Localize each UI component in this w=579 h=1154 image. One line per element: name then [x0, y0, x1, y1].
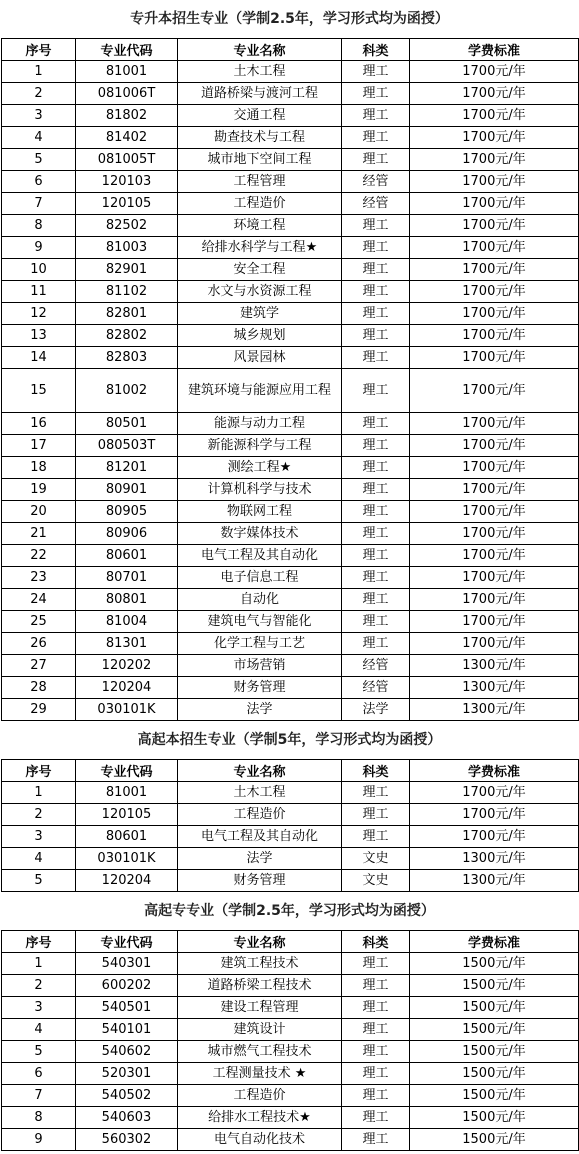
table-header-row [2, 760, 579, 782]
subject-category: 理工 [342, 997, 410, 1019]
major-code: 080503T [76, 435, 178, 457]
major-code: 82901 [76, 259, 178, 281]
row-index: 26 [2, 633, 76, 655]
major-code: 82802 [76, 325, 178, 347]
major-name: 法学 [178, 848, 342, 870]
tuition-fee: 1700元/年 [410, 523, 579, 545]
major-code: 80601 [76, 826, 178, 848]
major-name: 安全工程 [178, 259, 342, 281]
major-name: 交通工程 [178, 105, 342, 127]
table-row [2, 435, 579, 457]
major-name: 土木工程 [178, 782, 342, 804]
major-code: 81301 [76, 633, 178, 655]
tuition-fee: 1700元/年 [410, 83, 579, 105]
major-code: 81001 [76, 782, 178, 804]
table-row [2, 215, 579, 237]
table-row [2, 105, 579, 127]
subject-category: 理工 [342, 105, 410, 127]
table-row [2, 1129, 579, 1151]
tuition-fee: 1700元/年 [410, 281, 579, 303]
major-name: 能源与动力工程 [178, 413, 342, 435]
row-index: 3 [2, 997, 76, 1019]
row-index: 10 [2, 259, 76, 281]
subject-category: 理工 [342, 61, 410, 83]
section-title: 专升本招生专业（学制2.5年，学习形式均为函授） [130, 11, 449, 27]
tuition-fee: 1700元/年 [410, 171, 579, 193]
table-row [2, 975, 579, 997]
major-code: 120103 [76, 171, 178, 193]
subject-category: 理工 [342, 1041, 410, 1063]
row-index: 4 [2, 1019, 76, 1041]
subject-category: 法学 [342, 699, 410, 721]
tuition-fee: 1700元/年 [410, 589, 579, 611]
major-code: 120204 [76, 870, 178, 892]
column-header: 专业名称 [178, 39, 342, 61]
major-table [1, 759, 579, 892]
table-row [2, 1063, 579, 1085]
tuition-fee: 1700元/年 [410, 567, 579, 589]
table-row [2, 127, 579, 149]
major-code: 540502 [76, 1085, 178, 1107]
row-index: 9 [2, 237, 76, 259]
subject-category: 理工 [342, 633, 410, 655]
major-name: 市场营销 [178, 655, 342, 677]
major-name: 化学工程与工艺 [178, 633, 342, 655]
tuition-fee: 1700元/年 [410, 479, 579, 501]
row-index: 16 [2, 413, 76, 435]
tuition-fee: 1700元/年 [410, 61, 579, 83]
major-name: 计算机科学与技术 [178, 479, 342, 501]
subject-category: 理工 [342, 457, 410, 479]
row-index: 8 [2, 1107, 76, 1129]
major-code: 120105 [76, 804, 178, 826]
table-row [2, 804, 579, 826]
table-row [2, 633, 579, 655]
major-name: 城市燃气工程技术 [178, 1041, 342, 1063]
subject-category: 理工 [342, 782, 410, 804]
section-gaoqizhuan [0, 892, 579, 1151]
major-name: 给排水工程技术★ [178, 1107, 342, 1129]
row-index: 18 [2, 457, 76, 479]
subject-category: 经管 [342, 193, 410, 215]
subject-category: 理工 [342, 611, 410, 633]
column-header: 学费标准 [410, 931, 579, 953]
table-row [2, 655, 579, 677]
tuition-fee: 1700元/年 [410, 193, 579, 215]
row-index: 2 [2, 975, 76, 997]
tuition-fee: 1700元/年 [410, 347, 579, 369]
major-name: 建筑设计 [178, 1019, 342, 1041]
subject-category: 理工 [342, 479, 410, 501]
major-code: 82502 [76, 215, 178, 237]
column-header: 专业名称 [178, 931, 342, 953]
subject-category: 理工 [342, 435, 410, 457]
tuition-fee: 1500元/年 [410, 1107, 579, 1129]
column-header: 序号 [2, 760, 76, 782]
tuition-fee: 1300元/年 [410, 677, 579, 699]
row-index: 20 [2, 501, 76, 523]
section-gaoqiben [0, 721, 579, 892]
table-row [2, 1085, 579, 1107]
major-name: 物联网工程 [178, 501, 342, 523]
subject-category: 理工 [342, 1129, 410, 1151]
major-name: 给排水科学与工程★ [178, 237, 342, 259]
column-header: 科类 [342, 39, 410, 61]
tuition-fee: 1500元/年 [410, 997, 579, 1019]
table-row [2, 677, 579, 699]
row-index: 23 [2, 567, 76, 589]
tuition-fee: 1700元/年 [410, 237, 579, 259]
major-name: 工程管理 [178, 171, 342, 193]
subject-category: 经管 [342, 677, 410, 699]
column-header: 专业代码 [76, 931, 178, 953]
row-index: 22 [2, 545, 76, 567]
major-name: 城市地下空间工程 [178, 149, 342, 171]
major-name: 水文与水资源工程 [178, 281, 342, 303]
table-row [2, 567, 579, 589]
major-name: 工程测量技术 ★ [178, 1063, 342, 1085]
row-index: 9 [2, 1129, 76, 1151]
subject-category: 理工 [342, 1107, 410, 1129]
major-code: 81004 [76, 611, 178, 633]
major-code: 80801 [76, 589, 178, 611]
major-code: 81802 [76, 105, 178, 127]
major-code: 540603 [76, 1107, 178, 1129]
tuition-fee: 1700元/年 [410, 611, 579, 633]
tuition-fee: 1500元/年 [410, 1041, 579, 1063]
major-name: 电子信息工程 [178, 567, 342, 589]
row-index: 4 [2, 848, 76, 870]
row-index: 27 [2, 655, 76, 677]
major-name: 测绘工程★ [178, 457, 342, 479]
major-name: 土木工程 [178, 61, 342, 83]
table-header-row [2, 39, 579, 61]
table-row [2, 149, 579, 171]
subject-category: 理工 [342, 215, 410, 237]
column-header: 序号 [2, 39, 76, 61]
subject-category: 理工 [342, 1019, 410, 1041]
major-name: 财务管理 [178, 870, 342, 892]
major-code: 560302 [76, 1129, 178, 1151]
tuition-fee: 1700元/年 [410, 105, 579, 127]
table-row [2, 171, 579, 193]
row-index: 8 [2, 215, 76, 237]
tuition-fee: 1300元/年 [410, 870, 579, 892]
row-index: 2 [2, 83, 76, 105]
row-index: 14 [2, 347, 76, 369]
major-code: 81201 [76, 457, 178, 479]
major-code: 81001 [76, 61, 178, 83]
table-row [2, 1041, 579, 1063]
table-row [2, 826, 579, 848]
tuition-fee: 1700元/年 [410, 413, 579, 435]
table-row [2, 953, 579, 975]
table-row [2, 369, 579, 413]
major-code: 120105 [76, 193, 178, 215]
major-name: 自动化 [178, 589, 342, 611]
tuition-fee: 1700元/年 [410, 215, 579, 237]
tuition-fee: 1500元/年 [410, 975, 579, 997]
column-header: 专业名称 [178, 760, 342, 782]
table-row [2, 83, 579, 105]
table-row [2, 325, 579, 347]
tuition-fee: 1700元/年 [410, 826, 579, 848]
tuition-fee: 1500元/年 [410, 1085, 579, 1107]
column-header: 学费标准 [410, 760, 579, 782]
subject-category: 理工 [342, 149, 410, 171]
major-code: 030101K [76, 848, 178, 870]
table-row [2, 413, 579, 435]
tuition-fee: 1700元/年 [410, 325, 579, 347]
table-row [2, 611, 579, 633]
tuition-fee: 1700元/年 [410, 804, 579, 826]
subject-category: 理工 [342, 1085, 410, 1107]
row-index: 7 [2, 1085, 76, 1107]
major-name: 环境工程 [178, 215, 342, 237]
table-row [2, 848, 579, 870]
major-name: 法学 [178, 699, 342, 721]
row-index: 17 [2, 435, 76, 457]
row-index: 4 [2, 127, 76, 149]
column-header: 专业代码 [76, 760, 178, 782]
table-row [2, 303, 579, 325]
section-title: 高起专专业（学制2.5年，学习形式均为函授） [144, 903, 435, 919]
major-code: 81102 [76, 281, 178, 303]
row-index: 2 [2, 804, 76, 826]
major-name: 风景园林 [178, 347, 342, 369]
major-code: 030101K [76, 699, 178, 721]
row-index: 12 [2, 303, 76, 325]
subject-category: 理工 [342, 1063, 410, 1085]
tuition-fee: 1500元/年 [410, 953, 579, 975]
table-row [2, 347, 579, 369]
column-header: 科类 [342, 760, 410, 782]
subject-category: 理工 [342, 953, 410, 975]
row-index: 29 [2, 699, 76, 721]
row-index: 25 [2, 611, 76, 633]
subject-category: 理工 [342, 413, 410, 435]
column-header: 学费标准 [410, 39, 579, 61]
subject-category: 文史 [342, 848, 410, 870]
major-name: 勘查技术与工程 [178, 127, 342, 149]
row-index: 3 [2, 826, 76, 848]
tuition-fee: 1700元/年 [410, 457, 579, 479]
column-header: 科类 [342, 931, 410, 953]
subject-category: 理工 [342, 545, 410, 567]
row-index: 19 [2, 479, 76, 501]
table-row [2, 1019, 579, 1041]
tuition-fee: 1500元/年 [410, 1129, 579, 1151]
row-index: 28 [2, 677, 76, 699]
row-index: 21 [2, 523, 76, 545]
major-name: 数字媒体技术 [178, 523, 342, 545]
major-code: 520301 [76, 1063, 178, 1085]
major-code: 540501 [76, 997, 178, 1019]
major-name: 工程造价 [178, 804, 342, 826]
table-row [2, 237, 579, 259]
major-code: 540101 [76, 1019, 178, 1041]
major-code: 120202 [76, 655, 178, 677]
table-row [2, 457, 579, 479]
section-title: 高起本招生专业（学制5年，学习形式均为函授） [137, 732, 442, 748]
row-index: 3 [2, 105, 76, 127]
row-index: 5 [2, 870, 76, 892]
row-index: 1 [2, 782, 76, 804]
row-index: 24 [2, 589, 76, 611]
major-name: 建筑环境与能源应用工程 [178, 369, 342, 413]
subject-category: 理工 [342, 804, 410, 826]
row-index: 1 [2, 61, 76, 83]
major-code: 80906 [76, 523, 178, 545]
tuition-fee: 1300元/年 [410, 699, 579, 721]
major-name: 电气工程及其自动化 [178, 545, 342, 567]
tuition-fee: 1700元/年 [410, 303, 579, 325]
tuition-fee: 1700元/年 [410, 369, 579, 413]
table-row [2, 523, 579, 545]
major-name: 城乡规划 [178, 325, 342, 347]
subject-category: 理工 [342, 369, 410, 413]
tuition-fee: 1300元/年 [410, 848, 579, 870]
subject-category: 经管 [342, 655, 410, 677]
tuition-fee: 1700元/年 [410, 545, 579, 567]
major-code: 81402 [76, 127, 178, 149]
tuition-fee: 1700元/年 [410, 501, 579, 523]
major-code: 540602 [76, 1041, 178, 1063]
table-row [2, 545, 579, 567]
table-row [2, 699, 579, 721]
major-code: 82801 [76, 303, 178, 325]
tuition-fee: 1700元/年 [410, 127, 579, 149]
major-name: 建筑工程技术 [178, 953, 342, 975]
column-header: 序号 [2, 931, 76, 953]
row-index: 11 [2, 281, 76, 303]
major-name: 建筑学 [178, 303, 342, 325]
subject-category: 理工 [342, 347, 410, 369]
subject-category: 理工 [342, 281, 410, 303]
major-table [1, 930, 579, 1151]
table-row [2, 589, 579, 611]
table-row [2, 501, 579, 523]
major-name: 道路桥梁与渡河工程 [178, 83, 342, 105]
row-index: 6 [2, 171, 76, 193]
major-code: 081006T [76, 83, 178, 105]
table-row [2, 870, 579, 892]
table-row [2, 281, 579, 303]
major-name: 电气工程及其自动化 [178, 826, 342, 848]
tuition-fee: 1700元/年 [410, 259, 579, 281]
subject-category: 理工 [342, 826, 410, 848]
major-code: 600202 [76, 975, 178, 997]
subject-category: 理工 [342, 259, 410, 281]
major-code: 81003 [76, 237, 178, 259]
table-row [2, 997, 579, 1019]
major-code: 80905 [76, 501, 178, 523]
major-name: 建筑电气与智能化 [178, 611, 342, 633]
tuition-fee: 1700元/年 [410, 149, 579, 171]
major-code: 120204 [76, 677, 178, 699]
major-name: 工程造价 [178, 1085, 342, 1107]
column-header: 专业代码 [76, 39, 178, 61]
row-index: 5 [2, 1041, 76, 1063]
major-code: 80701 [76, 567, 178, 589]
major-code: 80901 [76, 479, 178, 501]
subject-category: 理工 [342, 501, 410, 523]
major-name: 财务管理 [178, 677, 342, 699]
major-name: 新能源科学与工程 [178, 435, 342, 457]
major-code: 540301 [76, 953, 178, 975]
major-name: 电气自动化技术 [178, 1129, 342, 1151]
table-row [2, 193, 579, 215]
table-header-row [2, 931, 579, 953]
major-name: 道路桥梁工程技术 [178, 975, 342, 997]
row-index: 5 [2, 149, 76, 171]
tuition-fee: 1500元/年 [410, 1019, 579, 1041]
subject-category: 理工 [342, 83, 410, 105]
major-code: 80601 [76, 545, 178, 567]
table-row [2, 1107, 579, 1129]
subject-category: 理工 [342, 567, 410, 589]
tuition-fee: 1300元/年 [410, 655, 579, 677]
row-index: 13 [2, 325, 76, 347]
table-row [2, 259, 579, 281]
tuition-fee: 1700元/年 [410, 633, 579, 655]
row-index: 6 [2, 1063, 76, 1085]
row-index: 7 [2, 193, 76, 215]
major-table [1, 38, 579, 721]
row-index: 1 [2, 953, 76, 975]
major-name: 建设工程管理 [178, 997, 342, 1019]
subject-category: 理工 [342, 523, 410, 545]
tuition-fee: 1500元/年 [410, 1063, 579, 1085]
subject-category: 文史 [342, 870, 410, 892]
major-code: 80501 [76, 413, 178, 435]
table-row [2, 61, 579, 83]
subject-category: 理工 [342, 127, 410, 149]
subject-category: 理工 [342, 303, 410, 325]
subject-category: 理工 [342, 589, 410, 611]
tuition-fee: 1700元/年 [410, 435, 579, 457]
tuition-fee: 1700元/年 [410, 782, 579, 804]
major-name: 工程造价 [178, 193, 342, 215]
subject-category: 理工 [342, 325, 410, 347]
subject-category: 理工 [342, 237, 410, 259]
subject-category: 经管 [342, 171, 410, 193]
row-index: 15 [2, 369, 76, 413]
table-row [2, 782, 579, 804]
major-code: 82803 [76, 347, 178, 369]
major-code: 081005T [76, 149, 178, 171]
subject-category: 理工 [342, 975, 410, 997]
table-row [2, 479, 579, 501]
major-code: 81002 [76, 369, 178, 413]
